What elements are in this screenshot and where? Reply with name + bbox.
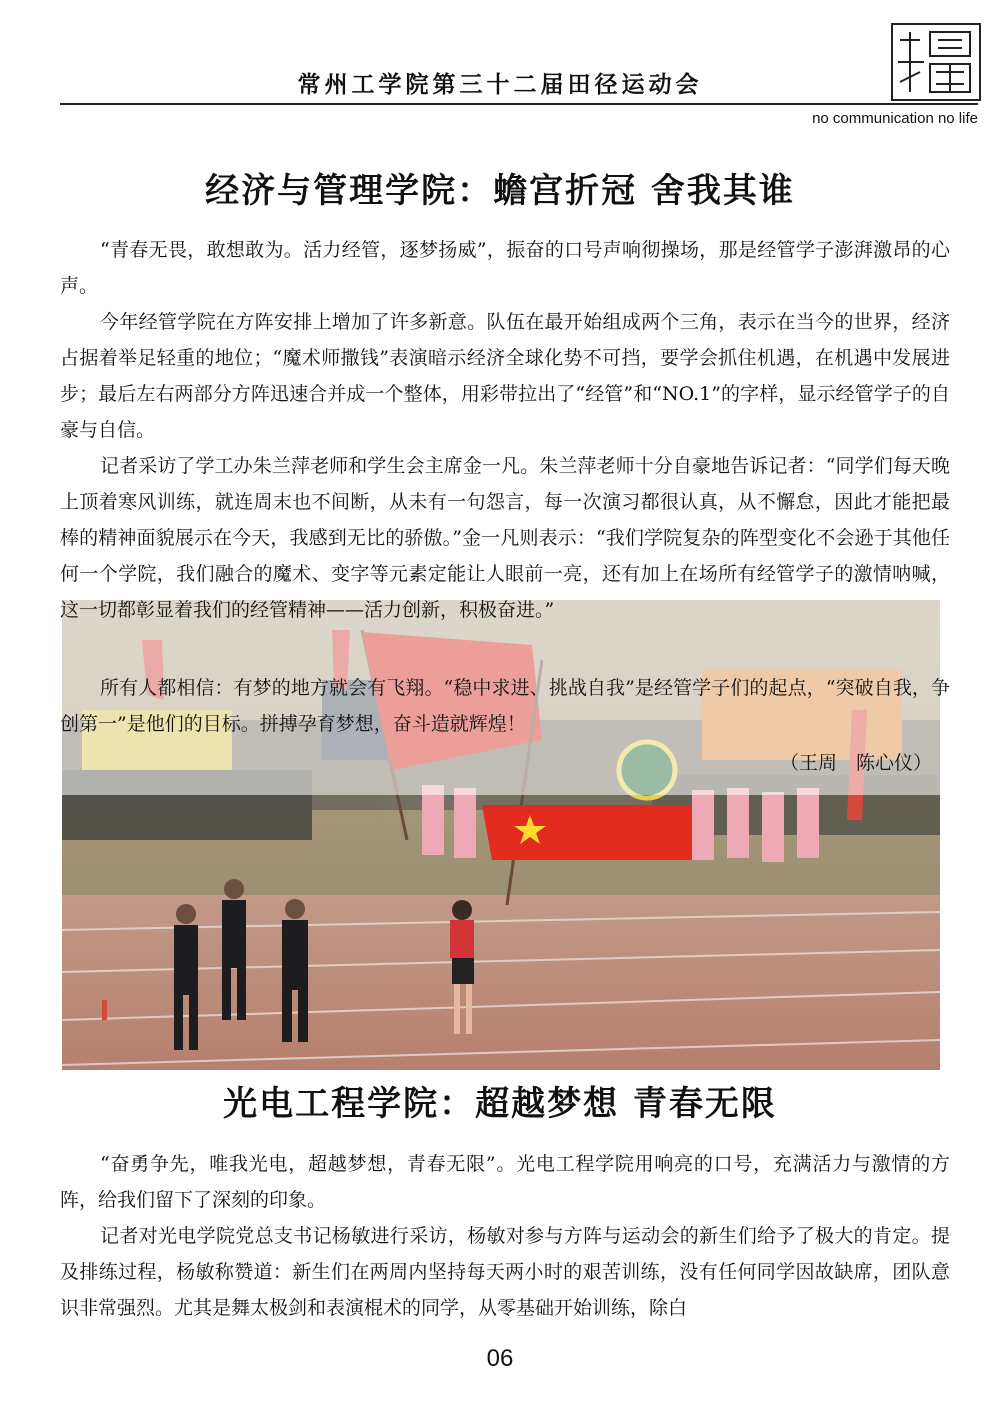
header-rule [60,103,978,105]
article2-paragraph-2: 记者对光电学院党总支书记杨敏进行采访，杨敏对参与方阵与运动会的新生们给予了极大的肯定。提及排练过程，杨敏称赞道：新生们在两周内坚持每天两小时的艰苦训练，没有任何同学因故缺席，团队意识非常强烈。尤其是舞太极剑和表演棍术的同学，从零基础开始训练，除白 [60,1225,950,1319]
article2-title: 光电工程学院：超越梦想 青春无限 [223,1084,777,1124]
article2-paragraph-1: “奋勇争先，唯我光电，超越梦想，青春无限”。光电工程学院用响亮的口号，充满活力与激情的方阵，给我们留下了深刻的印象。 [60,1153,950,1211]
article1-title: 经济与管理学院：蟾宫折冠 舍我其谁 [205,171,795,211]
header-slogan: no communication no life [812,110,978,127]
article1-paragraph-2: 今年经管学院在方阵安排上增加了许多新意。队伍在最开始组成两个三角，表示在当今的世界，经济占据着举足轻重的地位；“魔术师撒钱”表演暗示经济全球化势不可挡，要学会抓住机遇，在机遇中发展进步；最后左右两部分方阵迅速合并成一个整体，用彩带拉出了“经管”和“NO.1”的字样，显示经管学子的自豪与自信。 [60,311,950,441]
article1-paragraph-3: 记者采访了学工办朱兰萍老师和学生会主席金一凡。朱兰萍老师十分自豪地告诉记者：“同学们每天晚上顶着寒风训练，就连周末也不间断，从未有一句怨言，每一次演习都很认真，从不懈怠，因此才能把最棒的精神面貌展示在今天，我感到无比的骄傲。”金一凡则表示：“我们学院复杂的阵型变化不会逊于其他任何一个学院，我们融合的魔术、变字等元素定能让人眼前一亮，还有加上在场所有经管学子的激情呐喊，这一切都彰显着我们的经管精神——活力创新，积极奋进。” [60,455,950,621]
page-number: 06 [486,1345,514,1372]
seal-logo-icon [890,22,982,102]
article1-byline: （王周 陈心仪） [779,752,932,774]
article1-paragraph-4: 所有人都相信：有梦的地方就会有飞翔。“稳中求进、挑战自我”是经管学子们的起点，“突破自我，争创第一”是他们的目标。拼搏孕育梦想，奋斗造就辉煌！ [60,677,950,735]
article1-paragraph-1: “青春无畏，敢想敢为。活力经管，逐梦扬威”，振奋的口号声响彻操场，那是经管学子澎湃激昂的心声。 [60,239,950,297]
header-title: 常州工学院第三十二届田径运动会 [297,71,703,98]
